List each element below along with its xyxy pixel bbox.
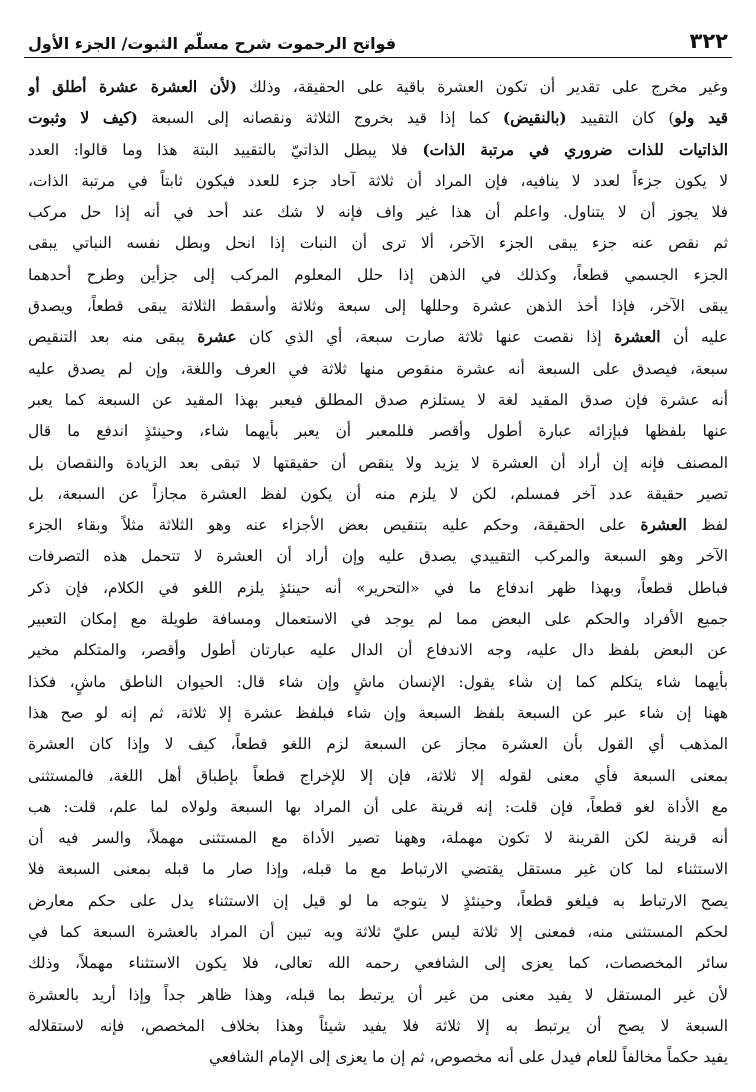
bold-matn-text: العشرة (614, 328, 661, 347)
text-line (28, 103, 728, 134)
sharh-text: المصنف فإنه إن أراد أن العشرة لا يزيد ولا ينقص أن حقيقتها لا تبقى بعد الزيادة والنقصان بل (28, 453, 728, 472)
sharh-text: وغير مخرج على تقدير أن تكون العشرة باقية على الحقيقة، وذلك (236, 78, 728, 96)
sharh-text: بمعنى السبعة فأي معنى لقوله إلا ثلاثة، فإن إلا للإخراج قطعاً بإطباق أهل اللغة، فالمستثنى (28, 766, 728, 785)
sharh-text: مع الأداة لغو قطعاً، فإن قلت: إنه قرينة على أن المراد بها السبعة ولولاه لما علم، قلت: هب (28, 797, 728, 816)
text-line (28, 948, 728, 979)
text-line (28, 448, 728, 479)
sharh-text: كما إذا قيد بخروج الثلاثة ونقصانه إلى السبعة (137, 109, 503, 128)
body-text (24, 72, 732, 1074)
text-line (28, 416, 728, 447)
sharh-text: سبعة، فيصدق على السبعة أنه عشرة منقوص منها ثلاثة في العرف واللغة، وإن لم يصدق عليه (28, 359, 728, 378)
text-line (28, 197, 728, 228)
bold-matn-text: قيد ولو (674, 109, 728, 128)
text-line (28, 135, 728, 166)
text-line (28, 166, 728, 197)
sharh-text: لأن غير المستقل لا يفيد معنى من غير أن يرتبط بما قبله، وهذا ظاهر جداً وإذا أريد بالعشرة (28, 985, 728, 1004)
book-title: فواتح الرحموت شرح مسلّم الثبوت/ الجزء الأول (28, 34, 397, 53)
text-line (28, 886, 728, 917)
running-header (24, 22, 732, 58)
text-line (28, 385, 728, 416)
sharh-text: يفيد حكماً مخالفاً للعام فيدل على أنه مخصوص، ثم إن ما يعزى إلى الإمام الشافعي (209, 1048, 728, 1067)
sharh-text: السبعة لا يصح أن يرتبط به إلا ثلاثة فلا يفيد شيئاً وهذا بخلاف المخصص، فإنه لاستقلاله (28, 1016, 728, 1035)
sharh-text: لفظ (686, 516, 728, 535)
sharh-text: الآخر وهو السبعة والمركب التقييدي يصدق عليه وإن أراد أن العشرة لا تتحمل هذه التصرفات (28, 547, 728, 566)
sharh-text: يبقى منه بعد التنقيص (28, 328, 198, 347)
book-page (24, 22, 732, 1072)
sharh-text: فلا يبطل الذاتيّ بالتقييد البتة هذا وما قالوا: العدد (28, 140, 423, 159)
text-line (28, 573, 728, 604)
sharh-text: على الحقيقة، وحكم عليه بتنقيص بعض الأجزاء عنه وهو الثلاثة مثلاً وبقاء الجزء (28, 516, 641, 535)
sharh-text: إذا نقصت عنها ثلاثة صارت سبعة، أي الذي كان (236, 328, 615, 347)
text-line (28, 1042, 728, 1073)
sharh-text: فباطل قطعاً، وبهذا ظهر اندفاع ما في «التحرير» أنه حينئذٍ يلزم اللغو في الكلام، فإن ذكر (28, 578, 728, 597)
sharh-text: عليه أن (660, 328, 728, 347)
bold-matn-text: (بالنقيض) (502, 109, 567, 128)
sharh-text: لحكم المستثنى منه، فمعنى إلا ثلاثة ليس عليّ ثلاثة وبه تبين أن المراد بالعشرة السبعة كما في (28, 923, 728, 942)
bold-matn-text: (كيف لا وثبوت (28, 109, 138, 128)
sharh-text: الاستثناء لما كان غير مستقل يقتضي الارتباط مع ما قبله، وإذا صار ما قبله بمعنى السبعة فلا (28, 860, 728, 879)
sharh-text: عنها بلفظها فبإزائه عبارة أطول وأقصر فللمعبر أن يعبر بأيهما شاء، وحينئذٍ اندفع ما قال (28, 422, 728, 441)
sharh-text: بأيهما شاء يتكلم كما إن شاء يقول: الإنسان ماشٍ وإن شاء قال: الحيوان الناطق ماشٍ، فكذا (28, 672, 728, 691)
text-line (28, 228, 728, 259)
text-line (28, 917, 728, 948)
sharh-text: فلا يجوز أن لا يتناول. واعلم أن هذا غير واف فإنه لا شك عند أحد في أنه إذا حل مركب (28, 203, 728, 222)
sharh-text: يصح الارتباط به فيلغو قطعاً، وحينئذٍ لا يتوجه ما لو قيل إن الاستثناء يدل على حكم معارض (28, 891, 728, 910)
sharh-text: أنه قرينة لكن القرينة لا تكون مهملة، وههنا تصير الأداة مع المستثنى مهملاً، والسر فيه أن (28, 829, 728, 848)
text-line (28, 761, 728, 792)
sharh-text: يبقى الآخر، فإذا أخذ الذهن عشرة وحللها إلى سبعة وثلاثة وأسقط الثلاثة يبقى قطعاً، ويصدق (28, 297, 728, 316)
sharh-text: ثم نقص عنه جزء يبقى الجزء الآخر، ألا ترى أن النبات إذا انحل وبطل نفسه النباتي يبقى (28, 234, 728, 253)
text-line (28, 1011, 728, 1042)
text-line (28, 635, 728, 666)
sharh-text: سائر المخصصات، كما يعزى إلى الشافعي رحمه الله تعالى، فلا يكون الاستثناء مهملاً، وذلك (28, 954, 728, 973)
sharh-text: الجزء الجسمي قطعاً، وكذلك في الذهن إذا حلل المعلوم المركب إلى جزأين وطرح أحدهما (28, 265, 728, 284)
bold-matn-text: (لأن العشرة عشرة أطلق أو (28, 78, 237, 96)
text-line (28, 667, 728, 698)
sharh-text: تصير حقيقة عدد آخر فمسلم، لكن لا يلزم منه أن يكون لفظ العشرة مجازاً عن السبعة، بل (28, 484, 728, 503)
text-line (28, 604, 728, 635)
sharh-text: لا يكون جزءاً لعدد لا ينافيه، فإن المراد أن ثلاثة آحاد جزء للعدد فيكون ثابتاً في مرتبة الذات، (28, 171, 728, 190)
text-line (28, 541, 728, 572)
bold-matn-text: الذاتيات للذات ضروري في مرتبة الذات) (422, 140, 728, 159)
sharh-text: المذهب أي القول بأن العشرة مجاز عن السبعة لزم اللغو قطعاً، كيف لا وإذا كان العشرة (28, 735, 728, 754)
sharh-text: جميع الأفراد والحكم على البعض مما لم يوجد في الاستعمال ومسافة طويلة مع إمكان التعبير (28, 610, 728, 629)
text-line (28, 510, 728, 541)
page-number: ٣٢٢ (689, 29, 728, 53)
text-line (28, 698, 728, 729)
text-line (28, 823, 728, 854)
text-line (28, 291, 728, 322)
sharh-text: أنه عشرة فإن صدق المقيد لغة لا يستلزم صدق المطلق فيعبر بهذا المقيد عن السبعة كما يعبر (28, 390, 728, 409)
sharh-text: عن البعض بلفظ دال عليه، وجه الاندفاع أن الدال عليه عبارتان أطول وأقصر، والمتكلم مخير (28, 641, 728, 660)
bold-matn-text: العشرة (640, 516, 687, 535)
sharh-text: ) كان التقييد (566, 109, 675, 128)
text-line (28, 792, 728, 823)
text-line (28, 980, 728, 1011)
text-line (28, 854, 728, 885)
text-line (28, 72, 728, 103)
text-line (28, 322, 728, 353)
text-line (28, 729, 728, 760)
sharh-text: ههنا إن شاء عبر عن السبعة بلفظ السبعة وإن شاء فبلفظ عشرة إلا ثلاثة، ثم إنه لو صح هذا (28, 703, 728, 722)
text-line (28, 260, 728, 291)
text-line (28, 354, 728, 385)
text-line (28, 479, 728, 510)
bold-matn-text: عشرة (197, 328, 237, 347)
